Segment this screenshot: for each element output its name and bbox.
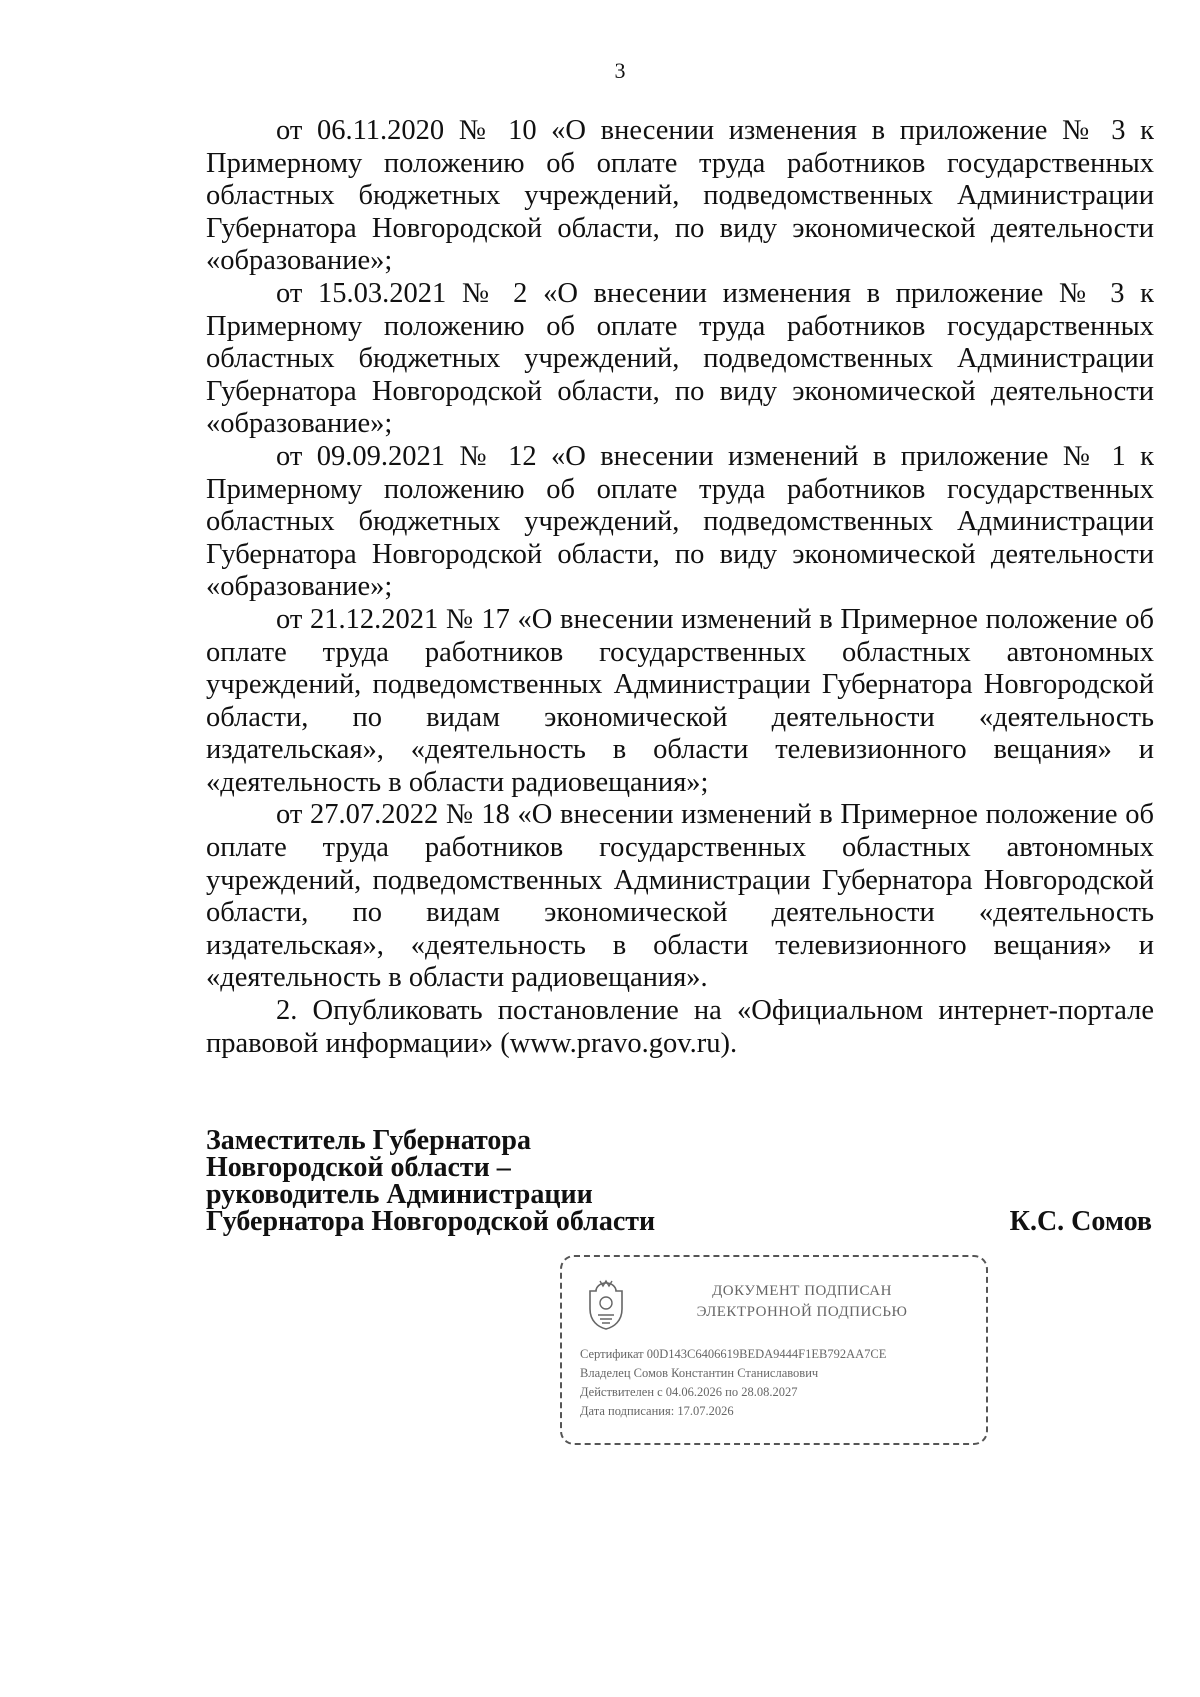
coat-of-arms-icon bbox=[586, 1279, 626, 1331]
paragraph-publication: 2. Опубликовать постановление на «Официальном интернет-портале правовой информации» (www.pravo.gov.ru). bbox=[206, 995, 1154, 1059]
paragraph-amendment-2022-18: от 27.07.2022 № 18 «О внесении изменений в Примерное положение об оплате труда работников государственных областных автономных учреждений, подведомственных Администрации Губернатора Новгородской области, по видам экономической деятельности «деятельность издательская», «деятельность в области телевизионного вещания» и «деятельность в области радиовещания». bbox=[206, 799, 1154, 994]
stamp-signing-date: Дата подписания: 17.07.2026 bbox=[580, 1404, 734, 1418]
stamp-owner: Владелец Сомов Константин Станиславович bbox=[580, 1366, 819, 1380]
signer-position-line: Новгородской области – bbox=[206, 1152, 511, 1183]
paragraph-amendment-2020-10: от 06.11.2020 № 10 «О внесении изменения в приложение № 3 к Примерному положению об оплате труда работников государственных областных бюджетных учреждений, подведомственных Администрации Губернатора Новгородской области, по виду экономической деятельности «образование»; bbox=[206, 115, 1154, 277]
paragraph-amendment-2021-17: от 21.12.2021 № 17 «О внесении изменений в Примерное положение об оплате труда работников государственных областных автономных учреждений, подведомственных Администрации Губернатора Новгородской области, по видам экономической деятельности «деятельность издательская», «деятельность в области телевизионного вещания» и «деятельность в области радиовещания»; bbox=[206, 603, 1154, 798]
stamp-title bbox=[682, 1281, 922, 1323]
paragraph-amendment-2021-2: от 15.03.2021 № 2 «О внесении изменения в приложение № 3 к Примерному положению об оплате труда работников государственных областных бюджетных учреждений, подведомственных Администрации Губернатора Новгородской области, по виду экономической деятельности «образование»; bbox=[206, 277, 1154, 440]
electronic-signature-stamp bbox=[560, 1255, 988, 1445]
stamp-certificate: Сертификат 00D143C6406619BEDA9444F1EB792AA7CE bbox=[580, 1347, 887, 1361]
page-number: 3 bbox=[614, 58, 626, 83]
signer-position-line: Заместитель Губернатора bbox=[206, 1125, 532, 1156]
stamp-title-line: ЭЛЕКТРОННОЙ ПОДПИСЬЮ bbox=[696, 1304, 908, 1320]
stamp-validity: Действителен с 04.06.2026 по 28.08.2027 bbox=[580, 1385, 798, 1399]
signer-name: К.С. Сомов bbox=[1009, 1206, 1152, 1237]
paragraph-amendment-2021-12: от 09.09.2021 № 12 «О внесении изменений в приложение № 1 к Примерному положению об оплате труда работников государственных областных бюджетных учреждений, подведомственных Администрации Губернатора Новгородской области, по виду экономической деятельности «образование»; bbox=[206, 440, 1154, 603]
stamp-details bbox=[580, 1345, 980, 1421]
signature-block bbox=[206, 1127, 1154, 1235]
signer-position-line: Губернатора Новгородской области bbox=[206, 1206, 656, 1237]
signer-position-line: руководитель Администрации bbox=[206, 1179, 593, 1210]
document-body bbox=[206, 115, 1154, 1060]
stamp-title-line: ДОКУМЕНТ ПОДПИСАН bbox=[712, 1283, 892, 1299]
